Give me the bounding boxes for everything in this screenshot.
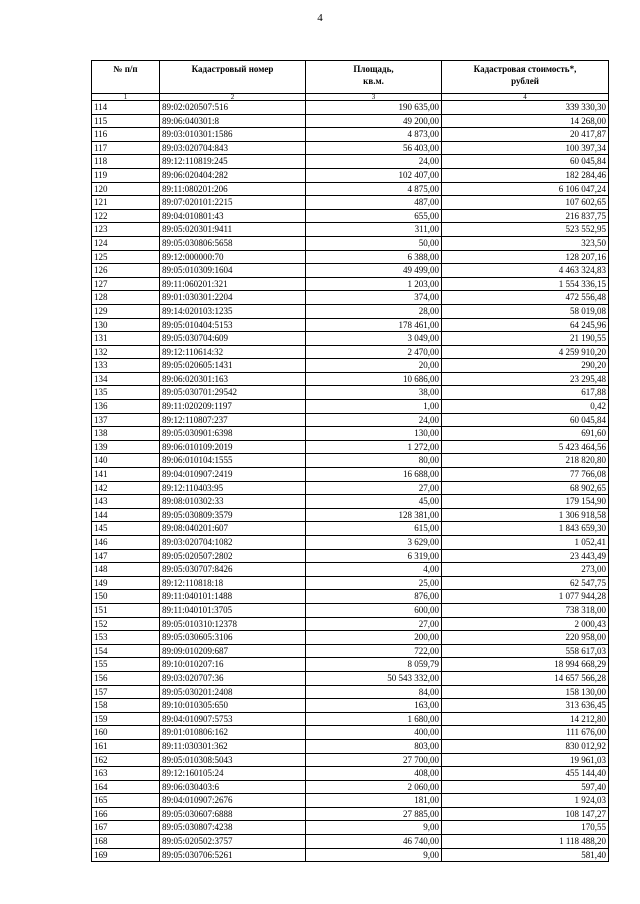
area-value: 25,00 [306,576,442,590]
header-cadastral-cost: Кадастровая стоимость*, рублей [442,61,609,94]
cadastral-number: 89:06:020404:282 [160,168,306,182]
row-number: 123 [92,223,160,237]
row-number: 150 [92,590,160,604]
cadastral-number: 89:05:020605:1431 [160,359,306,373]
cadastral-cost: 455 144,40 [442,767,609,781]
cadastral-number: 89:06:010104:1555 [160,454,306,468]
row-number: 135 [92,386,160,400]
table-row [92,209,609,223]
table-row [92,141,609,155]
cadastral-cost: 1 118 488,20 [442,835,609,849]
row-number: 162 [92,753,160,767]
cadastral-value-table [91,60,609,862]
table-row [92,332,609,346]
area-value: 3 629,00 [306,536,442,550]
cadastral-number: 89:07:020101:2215 [160,196,306,210]
area-value: 1 272,00 [306,440,442,454]
row-number: 126 [92,264,160,278]
cadastral-cost: 830 012,92 [442,739,609,753]
area-value: 6 388,00 [306,250,442,264]
table-row [92,658,609,672]
row-number: 169 [92,848,160,862]
cadastral-cost: 4 463 324,83 [442,264,609,278]
cadastral-number: 89:03:020704:843 [160,141,306,155]
table-row [92,155,609,169]
table-row [92,848,609,862]
cadastral-cost: 1 924,03 [442,794,609,808]
cadastral-number: 89:05:010310:12378 [160,617,306,631]
cadastral-number: 89:10:010207:16 [160,658,306,672]
table-row [92,223,609,237]
row-number: 130 [92,318,160,332]
area-value: 200,00 [306,631,442,645]
cadastral-cost: 1 843 659,30 [442,522,609,536]
cadastral-number: 89:11:060201:321 [160,277,306,291]
cadastral-number: 89:08:040201:607 [160,522,306,536]
table-row [92,264,609,278]
area-value: 374,00 [306,291,442,305]
area-value: 655,00 [306,209,442,223]
area-value: 4 873,00 [306,128,442,142]
cadastral-number: 89:05:030706:5261 [160,848,306,862]
table-row [92,617,609,631]
row-number: 139 [92,440,160,454]
cadastral-cost: 216 837,75 [442,209,609,223]
cadastral-number: 89:09:010209:687 [160,644,306,658]
row-number: 151 [92,603,160,617]
row-number: 159 [92,712,160,726]
row-number: 156 [92,671,160,685]
row-number: 117 [92,141,160,155]
table-row [92,468,609,482]
area-value: 600,00 [306,603,442,617]
cadastral-cost: 158 130,00 [442,685,609,699]
cadastral-cost: 170,55 [442,821,609,835]
cadastral-cost: 64 245,96 [442,318,609,332]
cadastral-number: 89:05:030201:2408 [160,685,306,699]
area-value: 408,00 [306,767,442,781]
header-cadastral-number: Кадастровый номер [160,61,306,94]
row-number: 146 [92,536,160,550]
cadastral-cost: 220 958,00 [442,631,609,645]
row-number: 129 [92,304,160,318]
table-row [92,372,609,386]
column-number: 1 [92,94,160,101]
cadastral-number: 89:12:110818:18 [160,576,306,590]
header-area: Площадь, кв.м. [306,61,442,94]
table-row [92,590,609,604]
cadastral-cost: 111 676,00 [442,726,609,740]
cadastral-number: 89:06:010109:2019 [160,440,306,454]
header-num: № п/п [92,61,160,94]
area-value: 722,00 [306,644,442,658]
cadastral-number: 89:05:030901:6398 [160,427,306,441]
row-number: 114 [92,101,160,115]
cadastral-number: 89:05:010308:5043 [160,753,306,767]
cadastral-cost: 323,50 [442,236,609,250]
table-row [92,739,609,753]
area-value: 3 049,00 [306,332,442,346]
cadastral-cost: 617,88 [442,386,609,400]
cadastral-number: 89:05:020507:2802 [160,549,306,563]
cadastral-number: 89:12:160105:24 [160,767,306,781]
cadastral-cost: 77 766,08 [442,468,609,482]
cadastral-cost: 62 547,75 [442,576,609,590]
cadastral-number: 89:06:040301:8 [160,114,306,128]
cadastral-number: 89:06:030403:6 [160,780,306,794]
area-value: 56 403,00 [306,141,442,155]
row-number: 161 [92,739,160,753]
cadastral-cost: 4 259 910,20 [442,345,609,359]
cadastral-cost: 738 318,00 [442,603,609,617]
row-number: 148 [92,563,160,577]
row-number: 153 [92,631,160,645]
table-row [92,685,609,699]
table-row [92,304,609,318]
row-number: 141 [92,468,160,482]
table-row [92,114,609,128]
table-row [92,182,609,196]
cadastral-number: 89:04:010907:5753 [160,712,306,726]
row-number: 131 [92,332,160,346]
table-row [92,427,609,441]
cadastral-cost: 0,42 [442,400,609,414]
table-row [92,644,609,658]
cadastral-number: 89:14:020103:1235 [160,304,306,318]
row-number: 116 [92,128,160,142]
area-value: 4,00 [306,563,442,577]
row-number: 133 [92,359,160,373]
cadastral-number: 89:05:010404:5153 [160,318,306,332]
row-number: 168 [92,835,160,849]
table-row [92,128,609,142]
table-row [92,291,609,305]
row-number: 163 [92,767,160,781]
table-row [92,671,609,685]
table-row [92,726,609,740]
cadastral-cost: 107 602,65 [442,196,609,210]
cadastral-number: 89:05:030701:29542 [160,386,306,400]
cadastral-number: 89:02:020507:516 [160,101,306,115]
row-number: 158 [92,699,160,713]
area-value: 876,00 [306,590,442,604]
area-value: 80,00 [306,454,442,468]
area-value: 84,00 [306,685,442,699]
cadastral-cost: 1 306 918,58 [442,508,609,522]
cadastral-cost: 23 295,48 [442,372,609,386]
row-number: 132 [92,345,160,359]
area-value: 178 461,00 [306,318,442,332]
cadastral-cost: 581,40 [442,848,609,862]
cadastral-cost: 290,20 [442,359,609,373]
table-row [92,196,609,210]
cadastral-cost: 182 284,46 [442,168,609,182]
cadastral-cost: 18 994 668,29 [442,658,609,672]
table-row [92,712,609,726]
area-value: 50,00 [306,236,442,250]
row-number: 165 [92,794,160,808]
table-row [92,699,609,713]
row-number: 145 [92,522,160,536]
area-value: 130,00 [306,427,442,441]
page-number: 4 [317,12,323,24]
cadastral-number: 89:04:010907:2676 [160,794,306,808]
column-number: 3 [306,94,442,101]
area-value: 803,00 [306,739,442,753]
cadastral-cost: 6 106 047,24 [442,182,609,196]
table-row [92,522,609,536]
cadastral-number: 89:03:010301:1586 [160,128,306,142]
cadastral-number: 89:11:020209:1197 [160,400,306,414]
area-value: 8 059,79 [306,658,442,672]
table-row [92,576,609,590]
area-value: 27 885,00 [306,807,442,821]
cadastral-cost: 339 330,30 [442,101,609,115]
area-value: 28,00 [306,304,442,318]
cadastral-number: 89:05:030809:3579 [160,508,306,522]
table-row [92,101,609,115]
table-row [92,250,609,264]
cadastral-number: 89:04:010801:43 [160,209,306,223]
table-header-row [92,61,609,94]
table-row [92,413,609,427]
cadastral-cost: 60 045,84 [442,155,609,169]
area-value: 9,00 [306,848,442,862]
table-row [92,277,609,291]
cadastral-cost: 60 045,84 [442,413,609,427]
column-number-row [92,94,609,101]
row-number: 138 [92,427,160,441]
row-number: 154 [92,644,160,658]
area-value: 128 381,00 [306,508,442,522]
area-value: 24,00 [306,155,442,169]
area-value: 163,00 [306,699,442,713]
table-row [92,236,609,250]
table-row [92,508,609,522]
cadastral-number: 89:01:030301:2204 [160,291,306,305]
cadastral-cost: 68 902,65 [442,481,609,495]
cadastral-cost: 58 019,08 [442,304,609,318]
table-row [92,345,609,359]
cadastral-cost: 597,40 [442,780,609,794]
area-value: 615,00 [306,522,442,536]
table-row [92,454,609,468]
cadastral-number: 89:03:020707:36 [160,671,306,685]
cadastral-cost: 1 077 944,28 [442,590,609,604]
area-value: 50 543 332,00 [306,671,442,685]
area-value: 311,00 [306,223,442,237]
area-value: 190 635,00 [306,101,442,115]
area-value: 1 680,00 [306,712,442,726]
table-row [92,780,609,794]
cadastral-number: 89:11:040101:1488 [160,590,306,604]
cadastral-number: 89:11:040101:3705 [160,603,306,617]
area-value: 49 499,00 [306,264,442,278]
cadastral-cost: 179 154,90 [442,495,609,509]
cadastral-number: 89:05:030707:8426 [160,563,306,577]
area-value: 16 688,00 [306,468,442,482]
table-row [92,440,609,454]
column-number: 2 [160,94,306,101]
row-number: 136 [92,400,160,414]
area-value: 4 875,00 [306,182,442,196]
table-row [92,563,609,577]
table-row [92,807,609,821]
row-number: 119 [92,168,160,182]
cadastral-number: 89:04:010907:2419 [160,468,306,482]
row-number: 157 [92,685,160,699]
table-row [92,168,609,182]
cadastral-cost: 218 820,80 [442,454,609,468]
cadastral-cost: 100 397,34 [442,141,609,155]
cadastral-cost: 108 147,27 [442,807,609,821]
table-row [92,753,609,767]
area-value: 10 686,00 [306,372,442,386]
row-number: 152 [92,617,160,631]
cadastral-number: 89:08:010302:33 [160,495,306,509]
cadastral-number: 89:12:110819:245 [160,155,306,169]
table-row [92,603,609,617]
area-value: 27 700,00 [306,753,442,767]
area-value: 49 200,00 [306,114,442,128]
area-value: 181,00 [306,794,442,808]
cadastral-cost: 691,60 [442,427,609,441]
area-value: 487,00 [306,196,442,210]
cadastral-number: 89:06:020301:163 [160,372,306,386]
cadastral-number: 89:05:030607:6888 [160,807,306,821]
area-value: 27,00 [306,617,442,631]
area-value: 24,00 [306,413,442,427]
cadastral-cost: 19 961,03 [442,753,609,767]
row-number: 137 [92,413,160,427]
cadastral-cost: 313 636,45 [442,699,609,713]
table-row [92,318,609,332]
cadastral-number: 89:12:110403:95 [160,481,306,495]
row-number: 144 [92,508,160,522]
area-value: 102 407,00 [306,168,442,182]
area-value: 46 740,00 [306,835,442,849]
cadastral-cost: 128 207,16 [442,250,609,264]
row-number: 120 [92,182,160,196]
cadastral-cost: 14 212,80 [442,712,609,726]
cadastral-cost: 273,00 [442,563,609,577]
cadastral-number: 89:05:030806:5658 [160,236,306,250]
cadastral-cost: 21 190,55 [442,332,609,346]
cadastral-number: 89:12:000000:70 [160,250,306,264]
row-number: 125 [92,250,160,264]
cadastral-cost: 1 052,41 [442,536,609,550]
area-value: 27,00 [306,481,442,495]
cadastral-number: 89:10:010305:650 [160,699,306,713]
cadastral-number: 89:05:030605:3106 [160,631,306,645]
row-number: 160 [92,726,160,740]
cadastral-number: 89:01:010806:162 [160,726,306,740]
cadastral-cost: 472 556,48 [442,291,609,305]
row-number: 164 [92,780,160,794]
table-row [92,536,609,550]
cadastral-cost: 558 617,03 [442,644,609,658]
area-value: 38,00 [306,386,442,400]
row-number: 127 [92,277,160,291]
table-row [92,821,609,835]
cadastral-cost: 14 268,00 [442,114,609,128]
area-value: 9,00 [306,821,442,835]
area-value: 6 319,00 [306,549,442,563]
cadastral-number: 89:11:080201:206 [160,182,306,196]
table-row [92,400,609,414]
table-row [92,386,609,400]
row-number: 115 [92,114,160,128]
cadastral-number: 89:11:030301:362 [160,739,306,753]
row-number: 143 [92,495,160,509]
row-number: 167 [92,821,160,835]
area-value: 1,00 [306,400,442,414]
cadastral-cost: 23 443,49 [442,549,609,563]
row-number: 121 [92,196,160,210]
cadastral-cost: 1 554 336,15 [442,277,609,291]
table-row [92,794,609,808]
cadastral-number: 89:03:020704:1082 [160,536,306,550]
table-row [92,481,609,495]
row-number: 122 [92,209,160,223]
cadastral-number: 89:12:110807:237 [160,413,306,427]
cadastral-number: 89:05:020502:3757 [160,835,306,849]
table-row [92,835,609,849]
area-value: 45,00 [306,495,442,509]
cadastral-cost: 523 552,95 [442,223,609,237]
area-value: 1 203,00 [306,277,442,291]
cadastral-number: 89:05:030704:609 [160,332,306,346]
cadastral-number: 89:12:110614:32 [160,345,306,359]
row-number: 142 [92,481,160,495]
row-number: 166 [92,807,160,821]
area-value: 2 470,00 [306,345,442,359]
cadastral-cost: 20 417,87 [442,128,609,142]
row-number: 128 [92,291,160,305]
table-row [92,767,609,781]
cadastral-number: 89:05:010309:1604 [160,264,306,278]
area-value: 2 060,00 [306,780,442,794]
row-number: 118 [92,155,160,169]
row-number: 149 [92,576,160,590]
row-number: 155 [92,658,160,672]
table-row [92,631,609,645]
cadastral-cost: 14 657 566,28 [442,671,609,685]
row-number: 124 [92,236,160,250]
row-number: 134 [92,372,160,386]
cadastral-cost: 5 423 464,56 [442,440,609,454]
area-value: 400,00 [306,726,442,740]
table-row [92,549,609,563]
cadastral-number: 89:05:030807:4238 [160,821,306,835]
table-row [92,495,609,509]
column-number: 4 [442,94,609,101]
cadastral-number: 89:05:020301:9411 [160,223,306,237]
row-number: 147 [92,549,160,563]
table-row [92,359,609,373]
cadastral-cost: 2 000,43 [442,617,609,631]
area-value: 20,00 [306,359,442,373]
row-number: 140 [92,454,160,468]
